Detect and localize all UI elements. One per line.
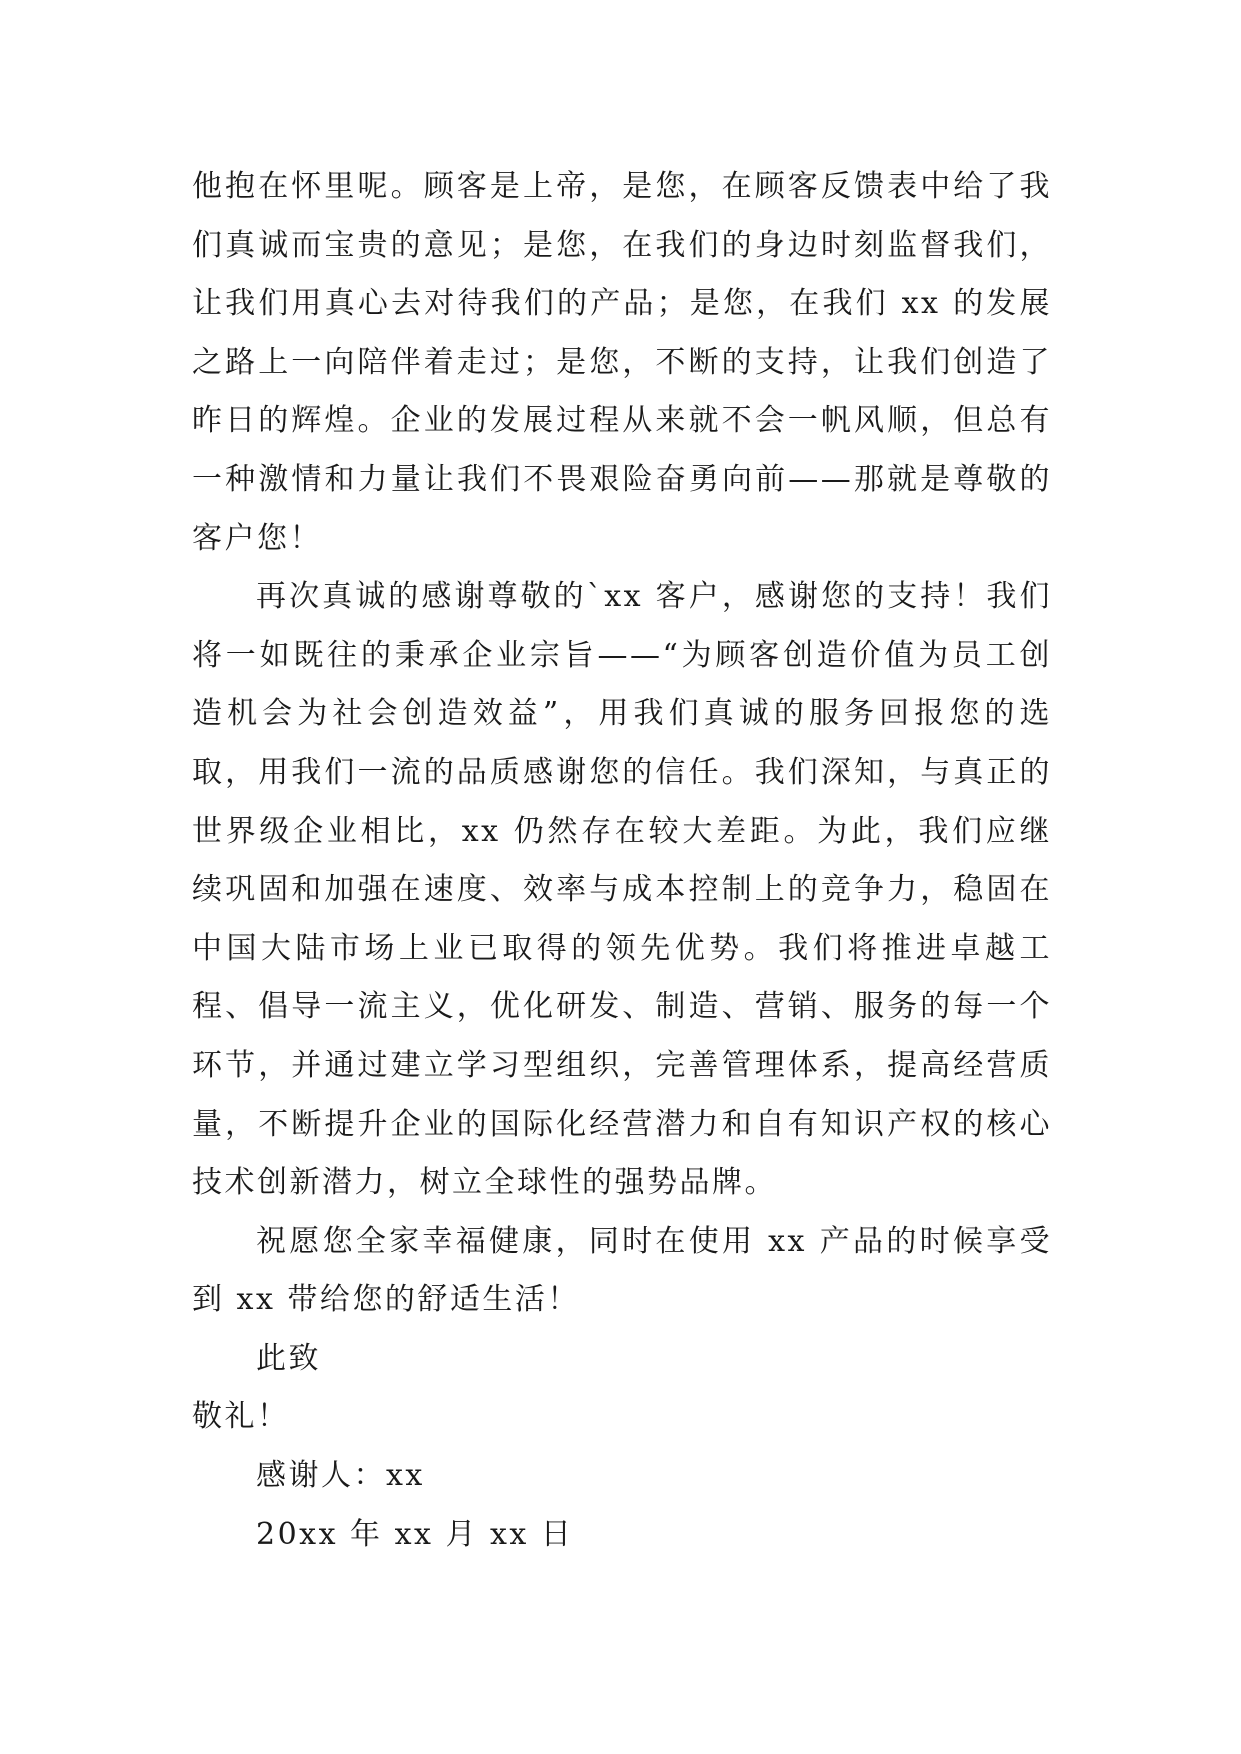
paragraph-thanks: 再次真诚的感谢尊敬的`xx 客户，感谢您的支持！我们将一如既往的秉承企业宗旨——“为顾客创造价值为员工创造机会为社会创造效益”，用我们真诚的服务回报您的选取，用我们一流的品质感谢您的信任。我们深知，与真正的世界级企业相比，xx 仍然存在较大差距。为此，我们应继续巩固和加强在速度、效率与成本控制上的竞争力，稳固在中国大陆市场上业已取得的领先优势。我们将推进卓越工程、倡导一流主义，优化研发、制造、营销、服务的每一个环节，并通过建立学习型组织，完善管理体系，提高经营质量，不断提升企业的国际化经营潜力和自有知识产权的核心技术创新潜力，树立全球性的强势品牌。 [192,579,1052,1201]
salute-line: 敬礼！ [192,1399,290,1435]
paragraph-wishes: 祝愿您全家幸福健康，同时在使用 xx 产品的时候享受到 xx 带给您的舒适生活！ [192,1223,1052,1318]
signature-line: 感谢人：xx [256,1458,425,1494]
closing-line: 此致 [256,1340,321,1376]
letter-body [192,158,1052,1564]
paragraph-continuation: 他抱在怀里呢。顾客是上帝，是您，在顾客反馈表中给了我们真诚而宝贵的意见；是您，在我们的身边时刻监督我们，让我们用真心去对待我们的产品；是您，在我们 xx 的发展之路上一向陪伴着走过；是您，不断的支持，让我们创造了昨日的辉煌。企业的发展过程从来就不会一帆风顺，但总有一种激情和力量让我们不畏艰险奋勇向前——那就是尊敬的客户您！ [192,169,1052,556]
date-line: 20xx 年 xx 月 xx 日 [256,1516,574,1552]
